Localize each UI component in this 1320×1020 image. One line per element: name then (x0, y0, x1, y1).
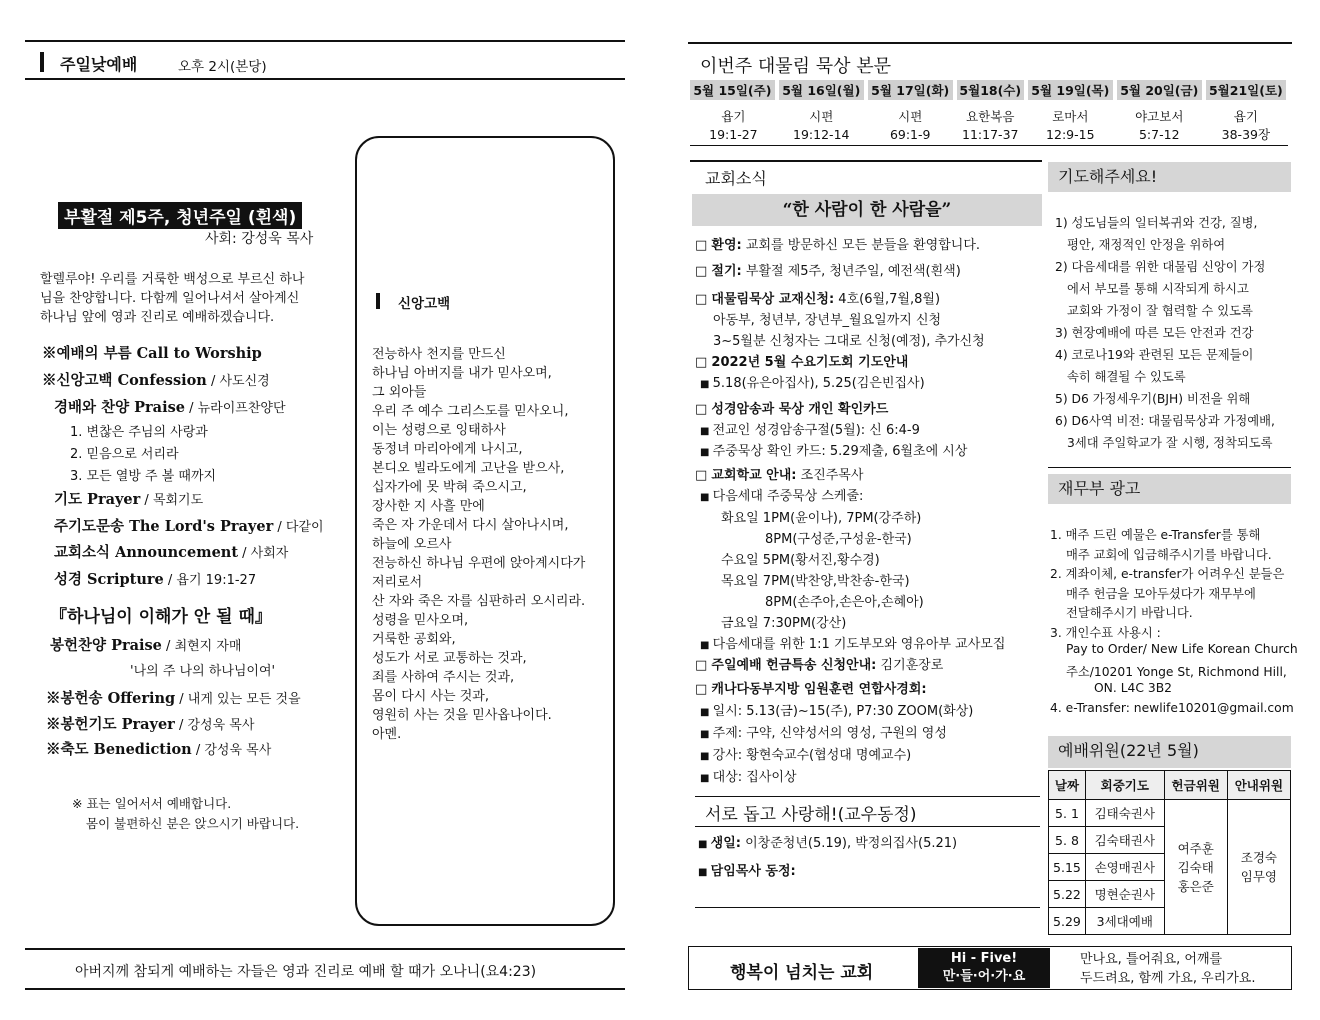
order-item: ※봉헌송 Offering / 내게 있는 모든 것을 (46, 690, 301, 707)
news-item: 목요일 7PM(박찬양,박찬송-한국) (721, 574, 910, 589)
prayer-item: 3) 현장예배에 따른 모든 안전과 건강 (1055, 326, 1254, 340)
note-line: 몸이 불편하신 분은 앉으시기 바랍니다. (86, 816, 300, 831)
church-name: 행복이 넘치는 교회 (730, 963, 874, 983)
creed-line: 성도가 서로 교통하는 것과, (372, 651, 527, 666)
duty-prayer: 3세대예배 (1085, 908, 1164, 935)
plan-cell: 야고보서 5:7-12 (1115, 100, 1204, 146)
news-item: ■ 전교인 성경암송구절(5월): 신 6:4-9 (700, 423, 920, 438)
duty-prayer: 손영매권사 (1085, 854, 1164, 881)
plan-cell: 로마서 12:9-15 (1026, 100, 1115, 146)
intro-line: 하나님 앞에 영과 진리로 예배하겠습니다. (40, 310, 275, 325)
plan-cell: 욥기 38-39장 (1204, 100, 1288, 146)
footer-rule-top (25, 948, 625, 950)
creed-line: 하나님 아버지를 내가 믿사오며, (372, 366, 552, 381)
news-item: □ 절기: 부활절 제5주, 청년주일, 예전색(흰색) (695, 264, 961, 279)
presider: 사회: 강성욱 목사 (205, 231, 314, 247)
creed-line: 영원히 사는 것을 믿사옵나이다. (372, 708, 552, 723)
hifive-badge (918, 948, 1050, 988)
plan-cell: 시편 19:12-14 (777, 100, 866, 146)
order-item: 성경 Scripture / 욥기 19:1-27 (54, 571, 257, 588)
pray-rule (1048, 467, 1291, 468)
duty-header: 회중기도 (1085, 771, 1164, 800)
order-item: 교회소식 Announcement / 사회자 (54, 544, 289, 561)
order-item: 3. 모든 열방 주 볼 때까지 (70, 469, 217, 484)
occasion-title: 부활절 제5주, 청년주일 (흰색) (58, 202, 302, 229)
duty-date: 5. 8 (1049, 827, 1086, 854)
top-rule-right (688, 42, 1292, 44)
finance-item: 매주 헌금을 모아두셨다가 재무부에 (1066, 586, 1256, 601)
news-title: 교회소식 (705, 169, 767, 188)
news-item: □ 환영: 교회를 방문하신 모든 분들을 환영합니다. (695, 238, 981, 253)
duty-prayer: 김숙태권사 (1085, 827, 1164, 854)
news-item: ■ 다음세대를 위한 1:1 기도부모와 영유아부 교사모집 (700, 637, 1006, 652)
duty-table (1048, 770, 1291, 935)
prayer-item: 교회와 가정이 잘 협력할 수 있도록 (1067, 304, 1253, 318)
news-item: □ 대물림묵상 교재신청: 4호(6월,7월,8월) (695, 292, 941, 307)
news-item: □ 교회학교 안내: 조진주목사 (695, 468, 864, 483)
slogan (1080, 950, 1256, 988)
hifive-top: Hi - Five! (950, 951, 1018, 966)
finance-item: 매주 교회에 입금해주시기를 바랍니다. (1066, 547, 1272, 562)
mutual-item: ■ 생일: 이창준청년(5.19), 박정의집사(5.21) (698, 836, 958, 851)
pray-title: 기도해주세요! (1048, 162, 1291, 192)
duty-header: 헌금위원 (1164, 771, 1227, 800)
prayer-item: 4) 코로나19와 관련된 모든 문제들이 (1055, 348, 1254, 362)
news-item: 금요일 7:30PM(강산) (721, 616, 847, 631)
plan-date: 5월 16일(월) (777, 80, 866, 100)
prayer-item: 6) D6사역 비전: 대물림묵상과 가정예배, (1055, 414, 1275, 428)
prayer-item: 5) D6 가정세우기(BJH) 비전을 위해 (1055, 392, 1251, 406)
news-rule (690, 160, 1042, 162)
finance-item: 1. 매주 드린 예물은 e-Transfer를 통해 (1050, 528, 1261, 542)
news-item: ■ 다음세대 주중묵상 스케줄: (700, 489, 864, 504)
news-item: ■ 주중묵상 확인 카드: 5.29제출, 6월초에 시상 (700, 444, 968, 459)
duty-prayer: 명현순권사 (1085, 881, 1164, 908)
plan-date: 5월18(수) (955, 80, 1026, 100)
duty-prayer: 김태숙권사 (1085, 800, 1164, 827)
news-item: □ 2022년 5월 수요기도회 기도안내 (695, 355, 909, 370)
order-item: 주기도문송 The Lord's Prayer / 다같이 (54, 518, 324, 535)
top-rule-left (25, 40, 625, 42)
header-bar (40, 52, 44, 72)
creed-line: 거룩한 공회와, (372, 632, 456, 647)
mutual-item: ■ 담임목사 동정: (698, 864, 796, 879)
duty-date: 5.15 (1049, 854, 1086, 881)
service-title: 주일낮예배 (60, 55, 138, 74)
plan-date: 5월 20일(금) (1115, 80, 1204, 100)
mutual-rule-end (695, 907, 1040, 908)
motto: “한 사람이 한 사람을” (692, 194, 1042, 226)
mutual-title: 서로 돕고 사랑해!(교우동정) (705, 805, 917, 825)
duty-date: 5. 1 (1049, 800, 1086, 827)
order-item: ※축도 Benediction / 강성욱 목사 (46, 741, 272, 758)
news-item: 8PM(손주아,손은아,손혜아) (765, 595, 924, 610)
plan-date: 5월 15일(주) (690, 80, 777, 100)
hifive-bottom: 만·들·어·가·요 (942, 969, 1026, 984)
finance-item: 주소/10201 Yonge St, Richmond Hill, (1066, 664, 1287, 679)
prayer-item: 속히 해결될 수 있도록 (1067, 370, 1186, 384)
creed-line: 성령을 믿사오며, (372, 613, 469, 628)
prayer-item: 3세대 주일학교가 잘 시행, 정착되도록 (1067, 436, 1273, 450)
news-item: ■ 강사: 황현숙교수(협성대 명예교수) (700, 748, 912, 763)
news-item: 8PM(구성준,구성윤-한국) (765, 532, 912, 547)
sermon-title: 『하나님이 이해가 안 될 때』 (50, 607, 272, 627)
duty-usher: 조경숙 임무영 (1227, 800, 1290, 935)
prayer-item: 1) 성도님들의 일터복귀와 건강, 질병, (1055, 216, 1258, 230)
order-item: 봉헌찬양 Praise / 최현지 자매 (50, 637, 242, 654)
duty-date: 5.29 (1049, 908, 1086, 935)
standing-note (72, 794, 299, 834)
plan-cell: 요한복음 11:17-37 (955, 100, 1026, 146)
plan-date: 5월 17일(화) (866, 80, 955, 100)
news-item: □ 주일예배 헌금특송 신청안내: 김기훈장로 (695, 658, 944, 673)
creed-line: 하늘에 오르사 (372, 537, 452, 552)
order-item: 2. 믿음으로 서리라 (70, 447, 179, 462)
order-item: 기도 Prayer / 목회기도 (54, 491, 204, 508)
news-item: 화요일 1PM(윤이나), 7PM(강주하) (721, 511, 922, 526)
creed-line: 죄를 사하여 주시는 것과, (372, 670, 515, 685)
prayer-item: 2) 다음세대를 위한 대물림 신앙이 가정 (1055, 260, 1266, 274)
service-time: 오후 2시(본당) (178, 59, 267, 75)
prayer-item: 에서 부모를 통해 시작되게 하시고 (1067, 282, 1249, 296)
mutual-rule-top (695, 796, 1040, 797)
creed-text (372, 345, 612, 744)
news-item: 수요일 5PM(황서진,황수경) (721, 553, 880, 568)
intro-text (40, 270, 340, 327)
news-item: □ 성경암송과 묵상 개인 확인카드 (695, 402, 889, 417)
order-item: ※봉헌기도 Prayer / 강성욱 목사 (46, 716, 255, 733)
plan-date: 5월21일(토) (1204, 80, 1288, 100)
note-line: ※ 표는 일어서서 예배합니다. (72, 796, 232, 811)
creed-line: 그 외아들 (372, 385, 427, 400)
intro-line: 님을 찬양합니다. 다함께 일어나셔서 살아계신 (40, 291, 300, 306)
news-item: ■ 대상: 집사이상 (700, 770, 797, 785)
duty-date: 5.22 (1049, 881, 1086, 908)
news-item: 아동부, 청년부, 장년부_월요일까지 신청 (713, 313, 942, 328)
plan-cell: 욥기 19:1-27 (690, 100, 777, 146)
creed-line: 죽은 자 가운데서 다시 살아나시며, (372, 518, 569, 533)
finance-item: 4. e-Transfer: newlife10201@gmail.com (1050, 700, 1294, 715)
duty-title: 예배위원(22년 5월) (1048, 736, 1291, 768)
footer-rule-bottom (25, 988, 625, 990)
prayer-item: 평안, 재정적인 안정을 위하여 (1067, 238, 1226, 252)
order-item: ※신앙고백 Confession / 사도신경 (42, 372, 270, 389)
news-item: ■ 5.18(유은아집사), 5.25(김은빈집사) (700, 376, 925, 391)
creed-line: 이는 성령으로 잉태하사 (372, 423, 506, 438)
creed-line: 십자가에 못 박혀 죽으시고, (372, 480, 527, 495)
order-item: '나의 주 나의 하나님이여' (130, 664, 276, 679)
creed-line: 본디오 빌라도에게 고난을 받으사, (372, 461, 565, 476)
plan-cell: 시편 69:1-9 (866, 100, 955, 146)
creed-line: 전능하신 하나님 우편에 앉아계시다가 (372, 556, 586, 571)
order-item: ※예배의 부름 Call to Worship (42, 345, 262, 362)
finance-title: 재무부 광고 (1048, 474, 1291, 504)
finance-item: Pay to Order/ New Life Korean Church (1066, 642, 1298, 656)
creed-bar (376, 293, 380, 309)
slogan-line: 만나요, 틀어줘요, 어깨를 (1080, 952, 1223, 967)
creed-title: 신앙고백 (398, 296, 451, 312)
plan-date: 5월 19일(목) (1026, 80, 1115, 100)
creed-line: 산 자와 죽은 자를 심판하러 오시리라. (372, 594, 586, 609)
finance-item: 3. 개인수표 사용시 : (1050, 625, 1161, 640)
creed-line: 몸이 다시 사는 것과, (372, 689, 489, 704)
footer-verse: 아버지께 참되게 예배하는 자들은 영과 진리로 예배 할 때가 오나니(요4:23) (75, 964, 537, 980)
news-item: ■ 일시: 5.13(금)~15(주), P7:30 ZOOM(화상) (700, 704, 974, 719)
header-rule-left (25, 78, 625, 80)
news-item: 3~5월분 신청자는 그대로 신청(예정), 추가신청 (713, 334, 985, 349)
duty-offering: 여주훈 김숙태 홍은준 (1164, 800, 1227, 935)
order-item: 경배와 찬양 Praise / 뉴라이프찬양단 (54, 399, 286, 416)
creed-line: 저리로서 (372, 575, 423, 590)
creed-line: 전능하사 천지를 만드신 (372, 347, 506, 362)
mutual-rule-bottom (695, 826, 1040, 827)
slogan-line: 두드려요, 함께 가요, 우리가요. (1080, 971, 1256, 986)
duty-header: 안내위원 (1227, 771, 1290, 800)
order-item: 1. 변찮은 주님의 사랑과 (70, 425, 208, 440)
plan-title: 이번주 대물림 묵상 본문 (700, 56, 892, 77)
news-item: □ 캐나다동부지방 임원훈련 연합사경회: (695, 682, 927, 697)
meditation-plan-table (690, 80, 1290, 146)
creed-line: 아멘. (372, 727, 402, 742)
finance-item: ON. L4C 3B2 (1094, 681, 1172, 695)
creed-line: 동정녀 마리아에게 나시고, (372, 442, 523, 457)
creed-line: 장사한 지 사흘 만에 (372, 499, 485, 514)
finance-item: 2. 계좌이체, e-transfer가 어려우신 분들은 (1050, 567, 1285, 581)
duty-header: 날짜 (1049, 771, 1086, 800)
creed-line: 우리 주 예수 그리스도를 믿사오니, (372, 404, 569, 419)
intro-line: 할렐루야! 우리를 거룩한 백성으로 부르신 하나 (40, 272, 305, 287)
finance-item: 전달해주시기 바랍니다. (1066, 606, 1193, 620)
news-item: ■ 주제: 구약, 신약성서의 영성, 구원의 영성 (700, 726, 947, 741)
